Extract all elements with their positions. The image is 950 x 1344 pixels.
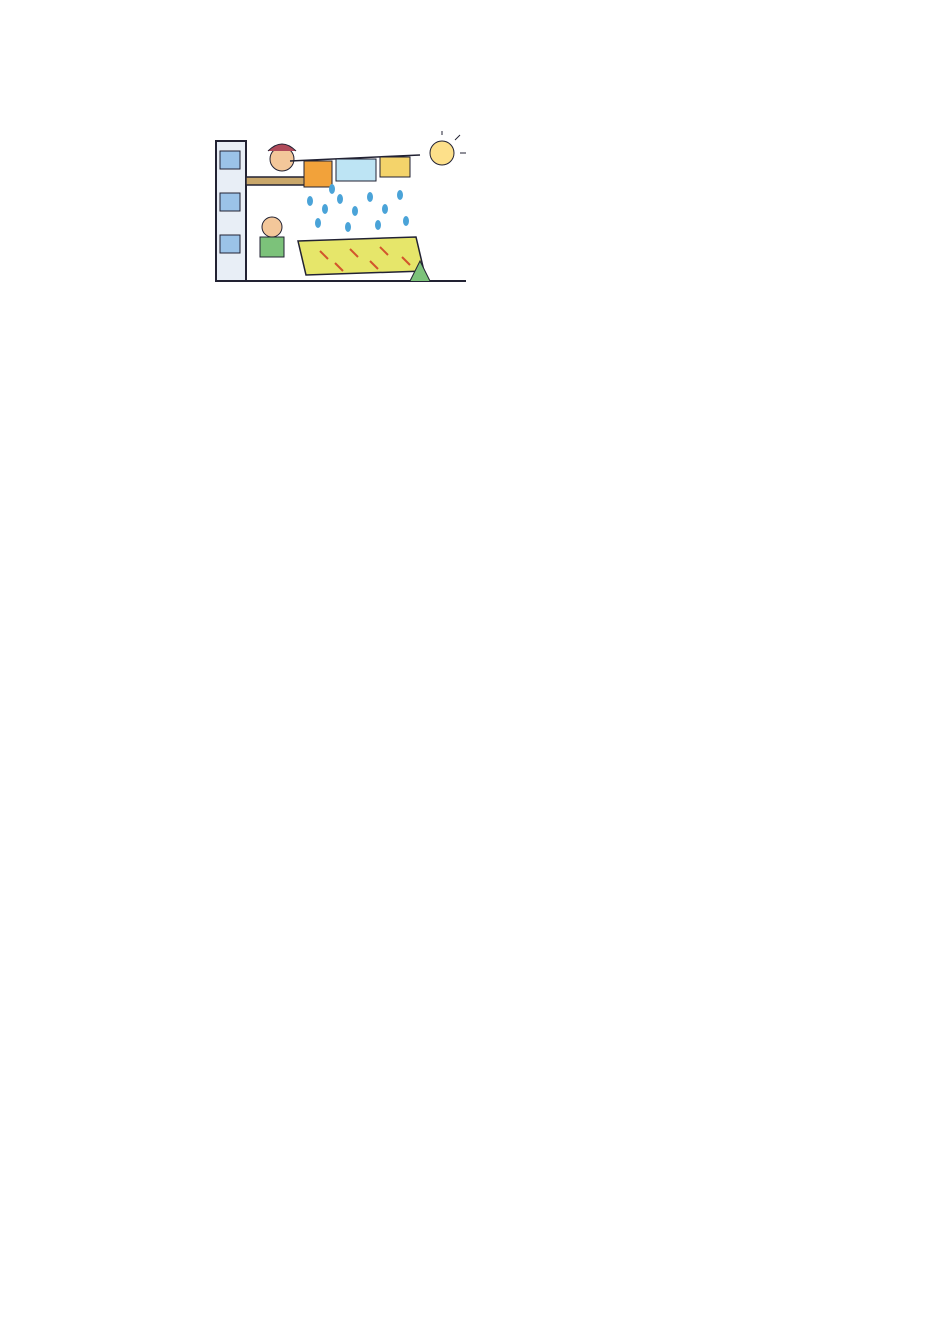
blank-line xyxy=(92,98,867,123)
cartoon-image xyxy=(210,131,470,291)
document-page xyxy=(92,98,867,295)
cartoon-illustration xyxy=(210,131,470,291)
